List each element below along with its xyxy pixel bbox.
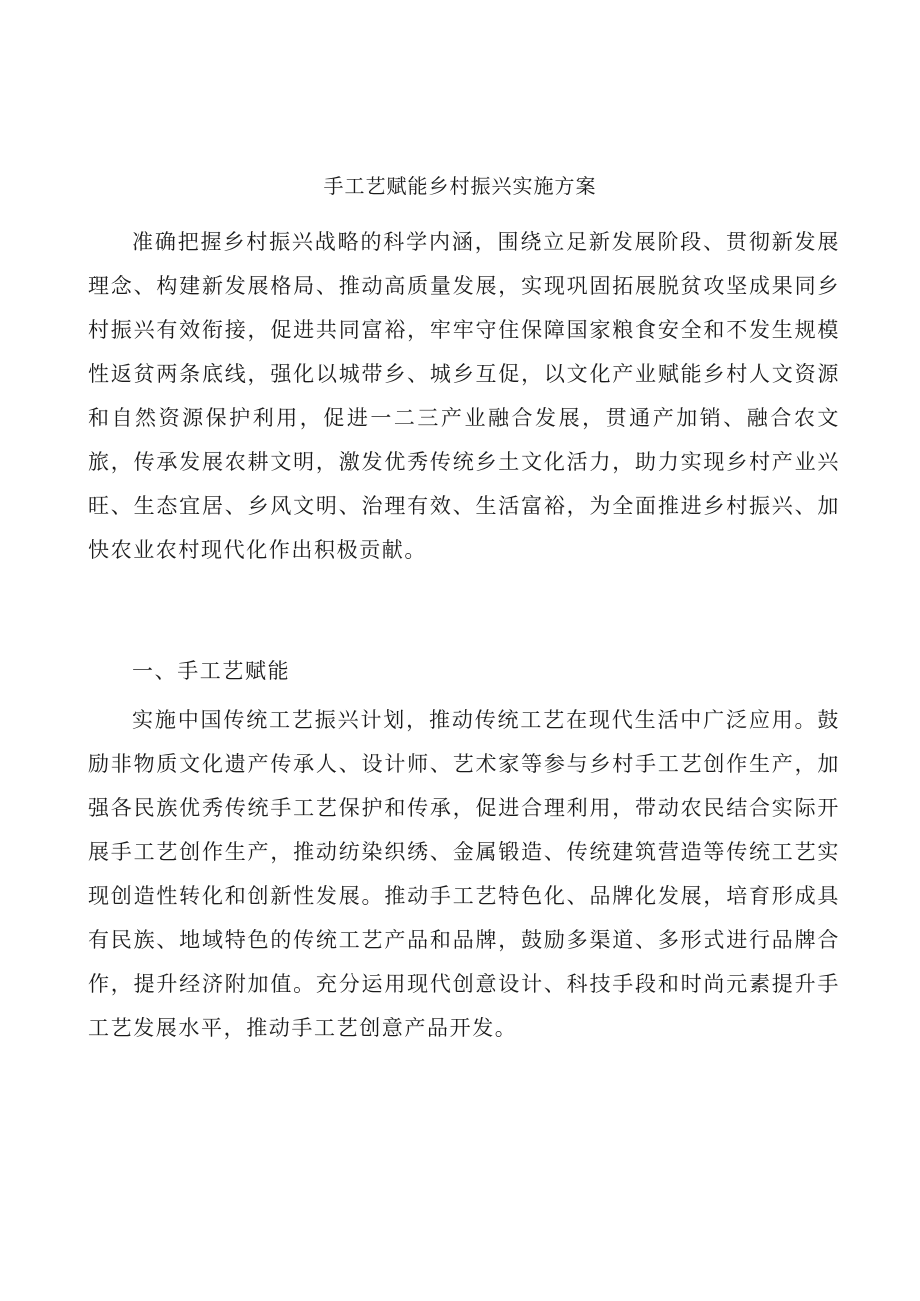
intro-paragraph: 准确把握乡村振兴战略的科学内涵，围绕立足新发展阶段、贯彻新发展理念、构建新发展格局、推动高质量发展，实现巩固拓展脱贫攻坚成果同乡村振兴有效衔接，促进共同富裕，牢牢守住保障国家粮食安全和不发生规模性返贫两条底线，强化以城带乡、城乡互促，以文化产业赋能乡村人文资源和自然资源保护利用，促进一二三产业融合发展，贯通产加销、融合农文旅，传承发展农耕文明，激发优秀传统乡土文化活力，助力实现乡村产业兴旺、生态宜居、乡风文明、治理有效、生活富裕，为全面推进乡村振兴、加快农业农村现代化作出积极贡献。 [88,230,840,562]
document-title: 手工艺赋能乡村振兴实施方案 [323,174,597,198]
section-heading: 一、手工艺赋能 [132,659,291,683]
section-paragraph: 实施中国传统工艺振兴计划，推动传统工艺在现代生活中广泛应用。鼓励非物质文化遗产传承人、设计师、艺术家等参与乡村手工艺创作生产，加强各民族优秀传统手工艺保护和传承，促进合理利用，带动农民结合实际开展手工艺创作生产，推动纺染织绣、金属锻造、传统建筑营造等传统工艺实现创造性转化和创新性发展。推动手工艺特色化、品牌化发展，培育形成具有民族、地域特色的传统工艺产品和品牌，鼓励多渠道、多形式进行品牌合作，提升经济附加值。充分运用现代创意设计、科技手段和时尚元素提升手工艺发展水平，推动手工艺创意产品开发。 [88,708,840,1040]
